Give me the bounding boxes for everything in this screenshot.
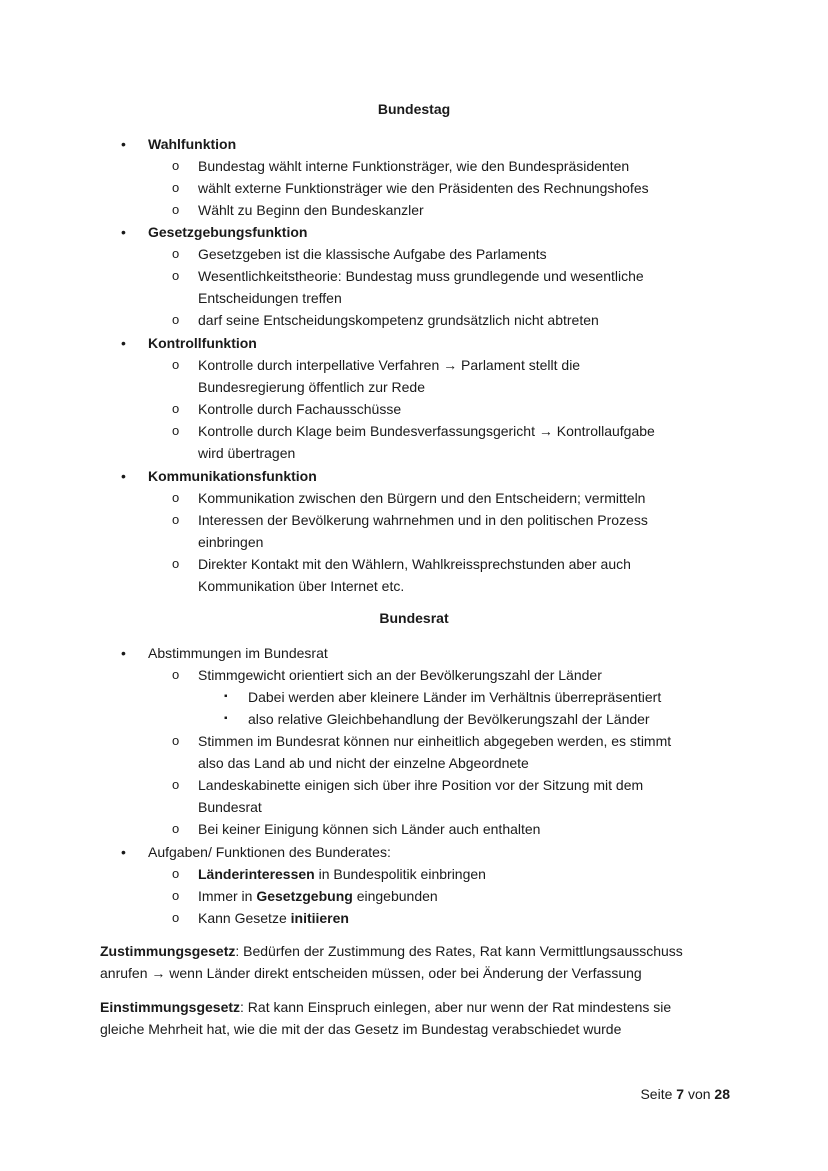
circle-bullet-icon: o <box>172 888 180 903</box>
bundesrat-title: Bundesrat <box>379 610 449 626</box>
zustimmungsgesetz-continuation: anrufen → wenn Länder direkt entscheiden müssen, oder bei Änderung der Verfassung <box>100 965 642 981</box>
circle-bullet-icon: o <box>172 357 180 372</box>
list-item: Gesetzgeben ist die klassische Aufgabe des Parlaments <box>198 246 547 262</box>
term: Zustimmungsgesetz <box>100 943 236 959</box>
einstimmungsgesetz-continuation: gleiche Mehrheit hat, wie die mit der das Gesetz im Bundestag verabschiedet wurde <box>100 1021 622 1037</box>
section-heading-kommunikationsfunktion: Kommunikationsfunktion <box>148 468 317 484</box>
text: : Bedürfen der Zustimmung des Rates, Rat kann Vermittlungsausschuss <box>235 943 683 959</box>
circle-bullet-icon: o <box>172 777 180 792</box>
list-item: Wesentlichkeitstheorie: Bundestag muss grundlegende und wesentliche <box>198 268 644 284</box>
circle-bullet-icon: o <box>172 246 180 261</box>
list-item <box>198 863 486 885</box>
circle-bullet-icon: o <box>172 733 180 748</box>
bullet-icon: • <box>121 468 126 484</box>
circle-bullet-icon: o <box>172 512 180 527</box>
bundestag-title: Bundestag <box>377 101 451 117</box>
circle-bullet-icon: o <box>172 312 180 327</box>
list-item: Kontrolle durch interpellative Verfahren → Parlament stellt die <box>198 357 581 373</box>
list-item: Stimmen im Bundesrat können nur einheitlich abgegeben werden, es stimmt <box>198 733 672 749</box>
list-item-continuation: einbringen <box>198 534 264 550</box>
section-heading-wahlfunktion: Wahlfunktion <box>148 136 237 152</box>
footer-middle: von <box>684 1086 715 1102</box>
section-heading-gesetzgebungsfunktion: Gesetzgebungsfunktion <box>148 224 308 240</box>
list-item: Direkter Kontakt mit den Wählern, Wahlkreissprechstunden aber auch <box>198 556 631 572</box>
circle-bullet-icon: o <box>172 556 180 571</box>
text: Kann Gesetze <box>198 910 291 926</box>
list-item: Kontrolle durch Fachausschüsse <box>198 401 402 417</box>
circle-bullet-icon: o <box>172 866 180 881</box>
sub-list-item: also relative Gleichbehandlung der Bevölkerungszahl der Länder <box>248 711 650 727</box>
section-heading-aufgaben: Aufgaben/ Funktionen des Bunderates: <box>148 844 391 860</box>
list-item-continuation: Bundesregierung öffentlich zur Rede <box>198 379 426 395</box>
list-item: Wählt zu Beginn den Bundeskanzler <box>198 202 424 218</box>
section-heading-abstimmungen: Abstimmungen im Bundesrat <box>148 645 328 661</box>
circle-bullet-icon: o <box>172 158 180 173</box>
circle-bullet-icon: o <box>172 423 180 438</box>
footer-prefix: Seite <box>640 1086 677 1102</box>
bullet-icon: • <box>121 335 126 351</box>
circle-bullet-icon: o <box>172 490 180 505</box>
square-bullet-icon: ▪ <box>224 691 228 702</box>
text: Immer in <box>198 888 257 904</box>
text: in Bundespolitik einbringen <box>314 866 486 882</box>
zustimmungsgesetz-paragraph <box>100 940 683 962</box>
sub-list-item: Dabei werden aber kleinere Länder im Verhältnis überrepräsentiert <box>248 689 662 705</box>
current-page: 7 <box>676 1086 685 1102</box>
total-pages: 28 <box>714 1086 730 1102</box>
einstimmungsgesetz-paragraph <box>100 996 671 1018</box>
bullet-icon: • <box>121 136 126 152</box>
text: eingebunden <box>352 888 438 904</box>
list-item-continuation: wird übertragen <box>198 445 296 461</box>
list-item: darf seine Entscheidungskompetenz grundsätzlich nicht abtreten <box>198 312 599 328</box>
circle-bullet-icon: o <box>172 401 180 416</box>
circle-bullet-icon: o <box>172 667 180 682</box>
list-item-continuation: Entscheidungen treffen <box>198 290 342 306</box>
list-item <box>198 907 349 929</box>
circle-bullet-icon: o <box>172 180 180 195</box>
list-item: Bundestag wählt interne Funktionsträger, wie den Bundespräsidenten <box>198 158 630 174</box>
list-item-continuation: also das Land ab und nicht der einzelne Abgeordnete <box>198 755 529 771</box>
list-item: Interessen der Bevölkerung wahrnehmen und in den politischen Prozess <box>198 512 648 528</box>
emphasis: Gesetzgebung <box>256 888 353 904</box>
list-item <box>198 885 438 907</box>
circle-bullet-icon: o <box>172 268 180 283</box>
square-bullet-icon: ▪ <box>224 713 228 724</box>
list-item: wählt externe Funktionsträger wie den Präsidenten des Rechnungshofes <box>198 180 649 196</box>
list-item-continuation: Kommunikation über Internet etc. <box>198 578 405 594</box>
bullet-icon: • <box>121 645 126 661</box>
bullet-icon: • <box>121 224 126 240</box>
list-item: Bei keiner Einigung können sich Länder auch enthalten <box>198 821 541 837</box>
list-item: Kontrolle durch Klage beim Bundesverfassungsgericht → Kontrollaufgabe <box>198 423 655 439</box>
list-item-continuation: Bundesrat <box>198 799 262 815</box>
page-number <box>640 1084 730 1104</box>
circle-bullet-icon: o <box>172 821 180 836</box>
circle-bullet-icon: o <box>172 202 180 217</box>
bullet-icon: • <box>121 844 126 860</box>
term: Einstimmungsgesetz <box>100 999 241 1015</box>
circle-bullet-icon: o <box>172 910 180 925</box>
list-item: Kommunikation zwischen den Bürgern und den Entscheidern; vermitteln <box>198 490 646 506</box>
list-item: Stimmgewicht orientiert sich an der Bevölkerungszahl der Länder <box>198 667 602 683</box>
list-item: Landeskabinette einigen sich über ihre Position vor der Sitzung mit dem <box>198 777 644 793</box>
emphasis: Länderinteressen <box>198 866 315 882</box>
section-heading-kontrollfunktion: Kontrollfunktion <box>148 335 257 351</box>
text: : Rat kann Einspruch einlegen, aber nur wenn der Rat mindestens sie <box>240 999 672 1015</box>
emphasis: initiieren <box>290 910 349 926</box>
